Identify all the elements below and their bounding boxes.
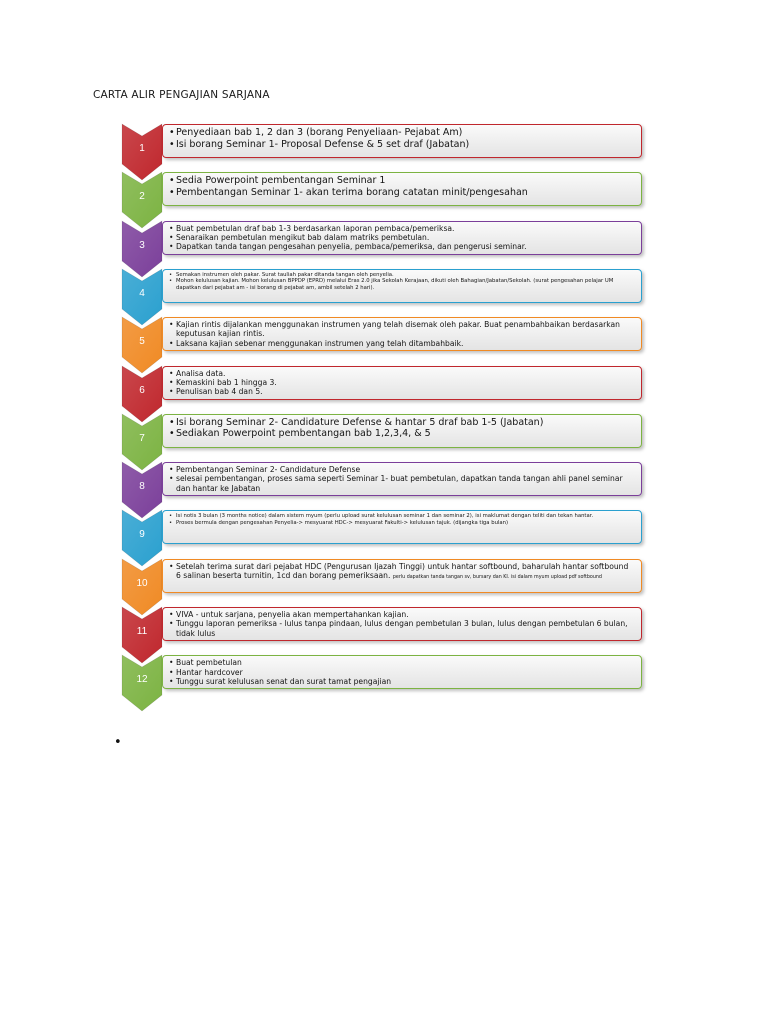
step-box — [162, 414, 642, 448]
step-item-text: Semakan instrumen oleh pakar. Surat tauliah pakar ditanda tangan oleh penyelia. — [176, 271, 394, 278]
step-item-text: Isi borang Seminar 1- Proposal Defense & 5 set draf (Jabatan) — [176, 138, 470, 150]
step-item-list — [169, 127, 635, 150]
step-item-list — [169, 562, 635, 581]
flow-step — [122, 655, 646, 700]
flow-step — [122, 414, 646, 459]
step-item-list — [169, 610, 635, 638]
step-number: 2 — [139, 191, 145, 203]
step-item-list — [169, 272, 635, 291]
step-item-text: Kemaskini bab 1 hingga 3. — [176, 377, 277, 387]
step-item — [169, 369, 635, 378]
step-item — [169, 677, 635, 686]
step-item — [169, 187, 635, 199]
step-item-list — [169, 658, 635, 686]
step-item-text: Isi borang Seminar 2- Candidature Defense & hantar 5 draf bab 1-5 (Jabatan) — [176, 416, 544, 428]
step-item-text: Dapatkan tanda tangan pengesahan penyelia, pembaca/pemeriksa, dan pengerusi seminar. — [176, 242, 527, 252]
step-item — [169, 278, 635, 291]
step-item-text: Setelah terima surat dari pejabat HDC (Pengurusan Ijazah Tinggi) untuk hantar softbound, baharulah hantar softbound 6 salinan beserta turnitin, 1cd dan borang pemeriksaan. — [176, 561, 629, 580]
step-item-list — [169, 513, 635, 526]
step-box — [162, 124, 642, 158]
empty-bullet: • — [114, 735, 122, 750]
step-box — [162, 655, 642, 689]
step-item — [169, 378, 635, 387]
step-number: 9 — [139, 529, 145, 541]
step-box — [162, 269, 642, 303]
step-item — [169, 428, 635, 440]
step-item-text: Sedia Powerpoint pembentangan Seminar 1 — [176, 175, 386, 187]
step-item-text: Proses bermula dengan pengesahan Penyelia-> mesyuarat HDC-> mesyuarat Fakulti-> kelulusan tajuk. (dijangka tiga bulan) — [176, 519, 509, 526]
step-number: 4 — [139, 287, 145, 299]
flow-step — [122, 462, 646, 507]
step-item — [169, 242, 635, 251]
step-number: 8 — [139, 481, 145, 493]
step-item-text: VIVA - untuk sarjana, penyelia akan mempertahankan kajian. — [176, 610, 409, 619]
flow-step — [122, 366, 646, 411]
flow-step — [122, 317, 646, 362]
step-item — [169, 320, 635, 339]
step-item-text: Laksana kajian sebenar menggunakan instrumen yang telah ditambahbaik. — [176, 338, 464, 348]
flow-step — [122, 269, 646, 314]
step-item-list — [169, 465, 635, 493]
step-item-list — [169, 175, 635, 198]
step-item-text: Sediakan Powerpoint pembentangan bab 1,2,3,4, & 5 — [176, 428, 431, 440]
step-item-text: Senaraikan pembetulan mengikut bab dalam matriks pembetulan. — [176, 232, 430, 242]
step-item-list — [169, 369, 635, 397]
step-number: 3 — [139, 239, 145, 251]
step-item-text: Mohon kelulusan kajian. Mohon kelulusan BPPDP (EPRD) melalui Eras 2.0 jika Sekolah Kerajaan, dikuti oleh Bahagian/Jabatan/Sekolah. (surat pengesahan pelajar UM dapatkan dari pejabat am - isi borang di pejabat am, ambil setelah 2 hari). — [176, 278, 614, 291]
page-title: CARTA ALIR PENGAJIAN SARJANA — [93, 89, 270, 101]
step-item-text: Analisa data. — [176, 368, 226, 378]
step-box — [162, 462, 642, 496]
step-item — [169, 668, 635, 677]
step-item — [169, 619, 635, 638]
step-item-text: Isi notis 3 bulan (3 months notice) dalam sistem myum (perlu upload surat kelulusan seminar 1 dan seminar 2), isi maklumat dengan teliti dan tekan hantar. — [176, 513, 594, 520]
step-item-text: Tunggu laporan pemeriksa - lulus tanpa pindaan, lulus dengan pembetulan 3 bulan, lulus dengan pembetulan 6 bulan, tidak lulus — [176, 619, 628, 638]
step-item-text: Pembentangan Seminar 1- akan terima borang catatan minit/pengesahan — [176, 186, 528, 198]
step-number: 5 — [139, 336, 145, 348]
step-item — [169, 474, 635, 493]
step-item — [169, 465, 635, 474]
step-note: perlu dapatkan tanda tangan sv, bursary dan KI. isi dalam myum upload pdf softbound — [392, 574, 602, 580]
step-item-text: Hantar hardcover — [176, 667, 243, 677]
step-number: 12 — [136, 674, 148, 686]
flow-step — [122, 510, 646, 555]
step-item — [169, 658, 635, 667]
flow-step — [122, 559, 646, 604]
step-item — [169, 224, 635, 233]
step-item — [169, 339, 635, 348]
step-item — [169, 562, 635, 581]
step-number: 7 — [139, 432, 145, 444]
step-box — [162, 366, 642, 400]
step-item — [169, 520, 635, 526]
step-item-list — [169, 224, 635, 252]
step-number: 6 — [139, 384, 145, 396]
step-item — [169, 233, 635, 242]
step-item-text: Buat pembetulan — [176, 658, 242, 668]
step-item — [169, 417, 635, 429]
step-item — [169, 387, 635, 396]
flow-step — [122, 221, 646, 266]
step-item-text: Kajian rintis dijalankan menggunakan instrumen yang telah disemak oleh pakar. Buat penambahbaikan berdasarkan keputusan kajian rintis. — [176, 320, 620, 339]
step-item-text: selesai pembentangan, proses sama seperti Seminar 1- buat pembetulan, dapatkan tanda tangan ahli panel seminar dan hantar ke Jabatan — [176, 474, 623, 493]
flow-step — [122, 607, 646, 652]
step-item — [169, 610, 635, 619]
step-box — [162, 317, 642, 351]
step-number: 1 — [139, 143, 145, 154]
step-chevron — [122, 655, 162, 711]
step-box — [162, 607, 642, 641]
step-item-text: Penyediaan bab 1, 2 dan 3 (borang Penyeliaan- Pejabat Am) — [176, 127, 463, 138]
flow-step — [122, 124, 646, 169]
step-item-text: Penulisan bab 4 dan 5. — [176, 387, 263, 396]
step-box — [162, 559, 642, 593]
step-item — [169, 175, 635, 187]
step-item-text: Pembentangan Seminar 2- Candidature Defense — [176, 465, 361, 475]
step-box — [162, 221, 642, 255]
step-item-text: Buat pembetulan draf bab 1-3 berdasarkan laporan pembaca/pemeriksa. — [176, 223, 455, 233]
step-number: 10 — [136, 577, 148, 589]
step-box — [162, 172, 642, 206]
step-number: 11 — [136, 626, 148, 637]
step-item-list — [169, 320, 635, 348]
step-item-list — [169, 417, 635, 440]
step-item — [169, 127, 635, 139]
step-box — [162, 510, 642, 544]
flow-step — [122, 172, 646, 217]
step-item-text: Tunggu surat kelulusan senat dan surat tamat pengajian — [176, 676, 392, 686]
step-item — [169, 139, 635, 151]
